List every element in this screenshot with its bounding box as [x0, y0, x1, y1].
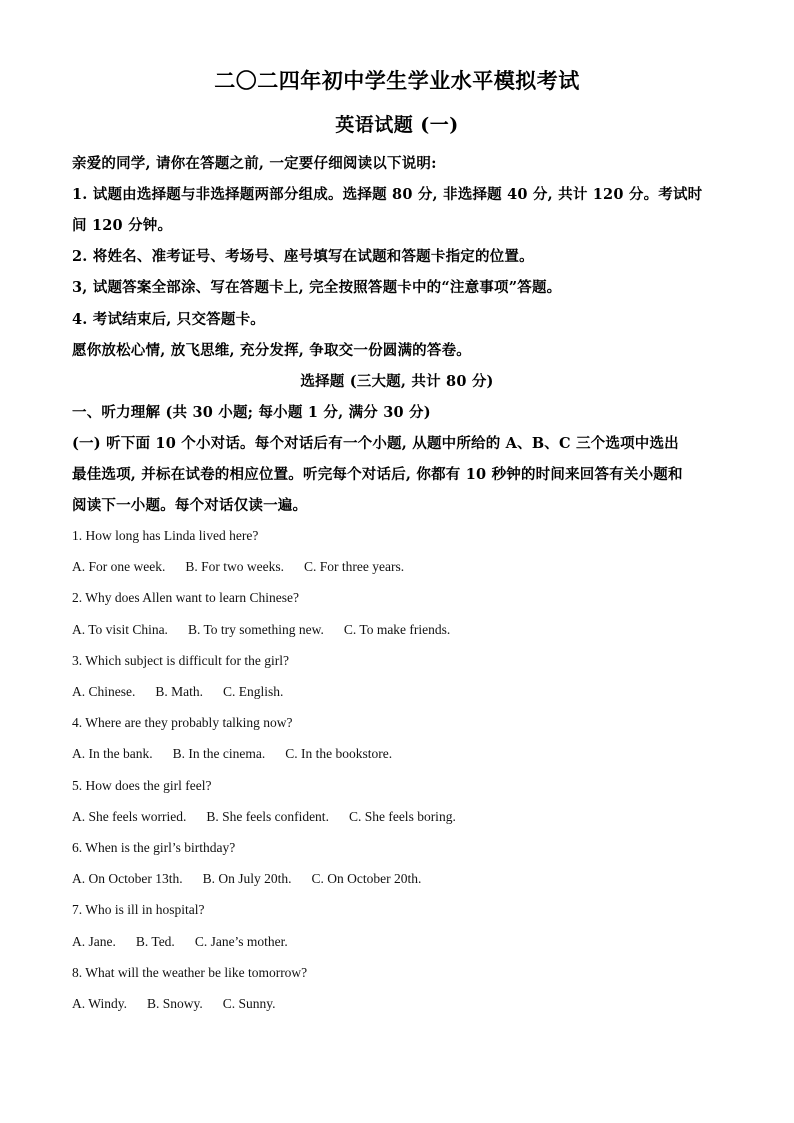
instruction-item-2: 2. 将姓名、准考证号、考场号、座号填写在试题和答题卡指定的位置。 — [72, 248, 534, 265]
question-options — [72, 684, 724, 700]
instruction-item-1-cont: 间 120 分钟。 — [72, 217, 173, 234]
question-stem: 4. Where are they probably talking now? — [72, 715, 293, 731]
option-b: B. In the cinema. — [172, 746, 266, 762]
exam-title: 二〇二四年初中学生学业水平模拟考试 — [214, 68, 580, 93]
instruction-item-3: 3, 试题答案全部涂、写在答题卡上, 完全按照答题卡中的“注意事项”答题。 — [72, 279, 562, 296]
question-options — [72, 996, 724, 1012]
option-c: C. She feels boring. — [348, 808, 456, 824]
question-stem: 8. What will the weather be like tomorrow? — [72, 964, 308, 980]
option-c: C. On October 20th. — [311, 871, 422, 887]
question-options — [72, 871, 724, 887]
option-c: C. For three years. — [303, 559, 405, 575]
option-b: B. Snowy. — [146, 996, 203, 1011]
subsection-1-directions-cont-2: 阅读下一小题。每个对话仅读一遍。 — [72, 497, 308, 514]
exam-subtitle: 英语试题 (一) — [335, 114, 459, 136]
option-b: B. She feels confident. — [206, 808, 329, 824]
question-options — [72, 622, 724, 638]
instruction-item-1: 1. 试题由选择题与非选择题两部分组成。选择题 80 分, 非选择题 40 分, 共计 120 分。考试时 — [72, 186, 703, 203]
option-a: A. Jane. — [72, 933, 116, 949]
option-a: A. Chinese. — [72, 684, 136, 699]
option-c: C. In the bookstore. — [285, 746, 393, 762]
section-heading: 选择题 (三大题, 共计 80 分) — [300, 373, 494, 390]
question-stem: 1. How long has Linda lived here? — [72, 528, 259, 543]
option-a: A. She feels worried. — [72, 808, 187, 824]
subsection-1-directions-cont: 最佳选项, 并标在试卷的相应位置。听完每个对话后, 你都有 10 秒钟的时间来回答有关小题和 — [72, 466, 683, 483]
question-stem: 7. Who is ill in hospital? — [72, 902, 205, 918]
instructions-greeting: 亲爱的同学, 请你在答题之前, 一定要仔细阅读以下说明: — [72, 155, 437, 172]
option-a: A. For one week. — [72, 559, 166, 575]
question-options — [72, 559, 724, 575]
option-c: C. English. — [223, 684, 284, 699]
option-b: B. Math. — [155, 684, 204, 699]
option-b: B. For two weeks. — [185, 559, 284, 575]
option-b: B. To try something new. — [187, 621, 324, 637]
instructions-closing: 愿你放松心情, 放飞思维, 充分发挥, 争取交一份圆满的答卷。 — [72, 342, 471, 359]
question-options — [72, 809, 724, 825]
subsection-1-directions: (一) 听下面 10 个小对话。每个对话后有一个小题, 从题中所给的 A、B、C 三个选项中选出 — [72, 435, 679, 452]
question-options — [72, 746, 724, 762]
option-c: C. Jane’s mother. — [194, 933, 288, 949]
question-stem: 6. When is the girl’s birthday? — [72, 840, 236, 855]
option-b: B. Ted. — [135, 933, 175, 949]
option-a: A. On October 13th. — [72, 871, 183, 887]
option-a: A. To visit China. — [72, 621, 168, 637]
option-a: A. In the bank. — [72, 746, 153, 762]
question-stem: 3. Which subject is difficult for the girl? — [72, 652, 289, 668]
question-options — [72, 934, 724, 950]
part-1-heading: 一、听力理解 (共 30 小题; 每小题 1 分, 满分 30 分) — [72, 404, 431, 421]
option-c: C. To make friends. — [343, 621, 451, 637]
option-b: B. On July 20th. — [202, 871, 292, 887]
instruction-item-4: 4. 考试结束后, 只交答题卡。 — [72, 311, 265, 328]
question-stem: 5. How does the girl feel? — [72, 777, 212, 793]
option-c: C. Sunny. — [222, 996, 276, 1011]
option-a: A. Windy. — [72, 996, 127, 1011]
question-stem: 2. Why does Allen want to learn Chinese? — [72, 590, 299, 606]
